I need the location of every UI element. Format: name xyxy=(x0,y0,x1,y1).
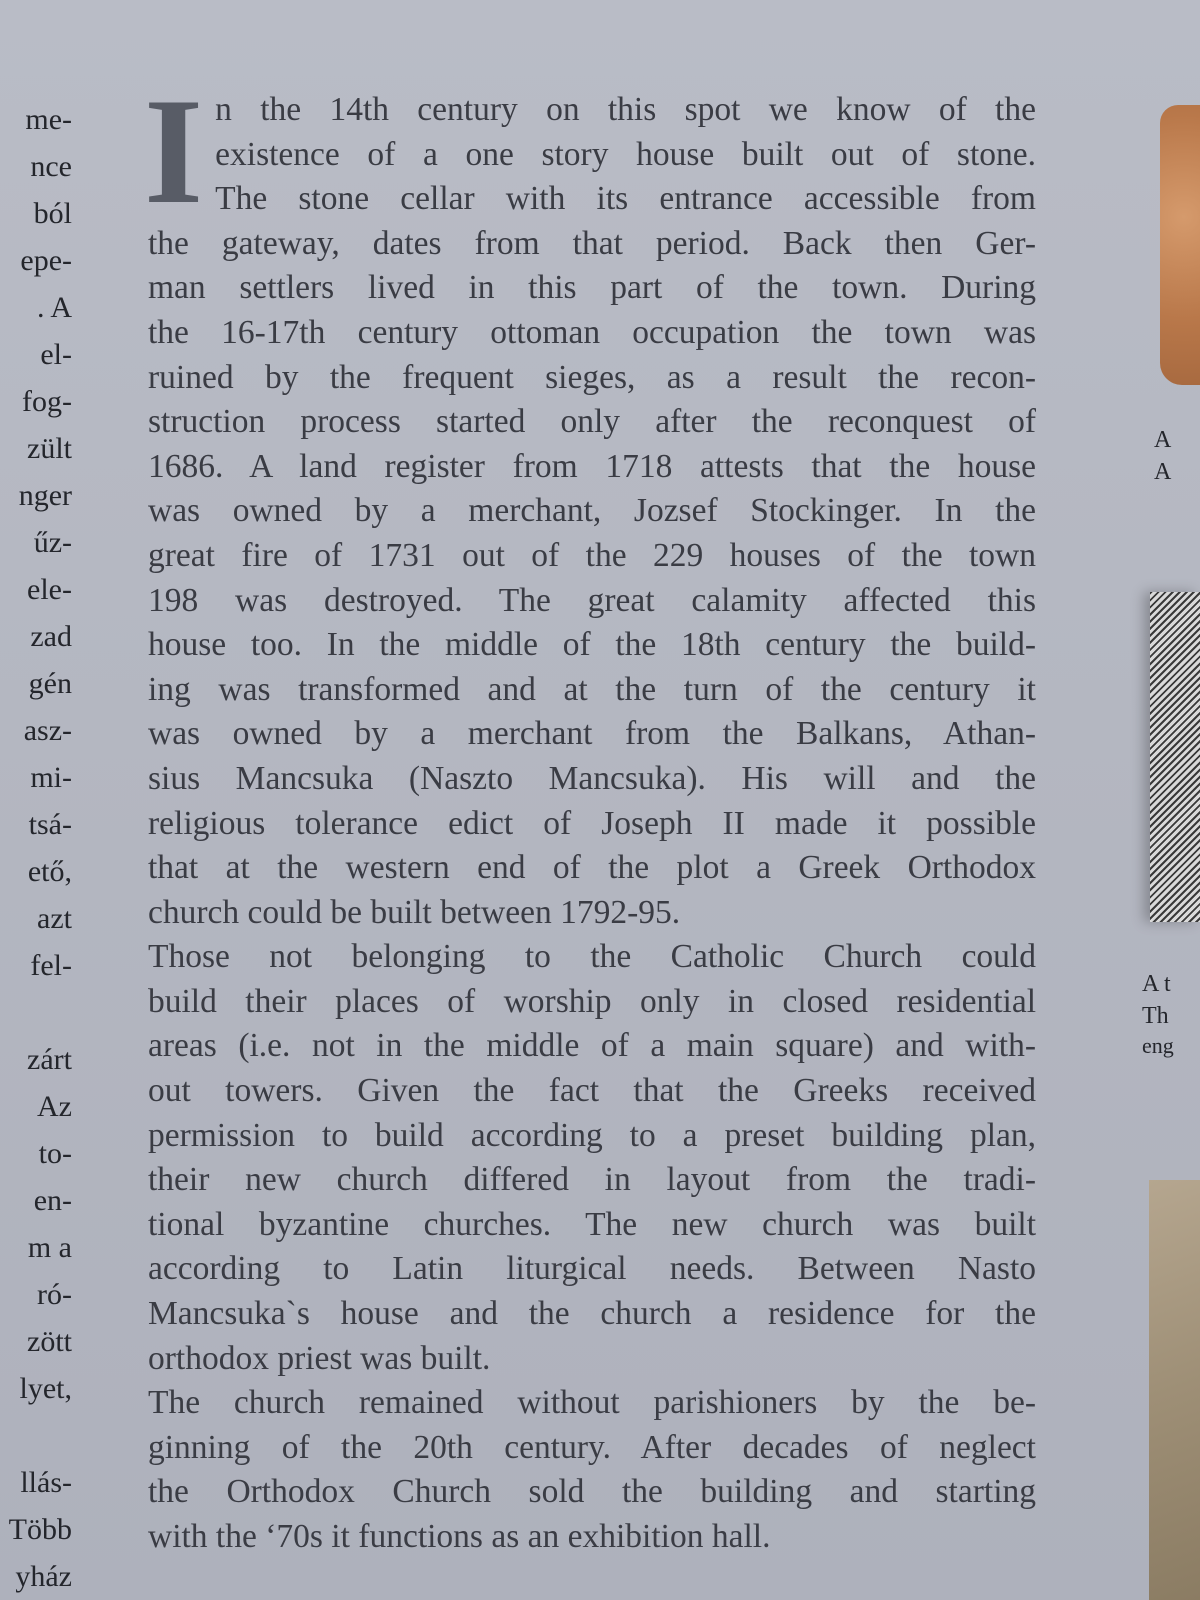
caption-eng: eng xyxy=(1142,1033,1174,1058)
left-fragment: gén xyxy=(28,667,72,700)
left-fragment: en- xyxy=(33,1184,72,1217)
text-line: was owned by a merchant from the Balkans, Athan- xyxy=(148,715,1036,753)
text-line: the Orthodox Church sold the building and starting xyxy=(148,1473,1036,1511)
left-fragment: zárt xyxy=(27,1043,72,1076)
text-line: out towers. Given the fact that the Greeks received xyxy=(148,1072,1036,1110)
text-line: church could be built between 1792-95. xyxy=(148,893,681,931)
left-fragment: zött xyxy=(27,1325,72,1358)
left-fragment: el- xyxy=(40,338,72,371)
left-fragment: tsá- xyxy=(28,808,72,841)
text-line: The stone cellar with its entrance accessible from xyxy=(215,180,1036,218)
text-line: The church remained without parishioners by the be- xyxy=(148,1384,1036,1422)
left-fragment: ele- xyxy=(27,573,72,606)
text-line: the 16-17th century ottoman occupation the town was xyxy=(148,313,1036,351)
left-fragment: fog- xyxy=(22,385,72,418)
left-column-fragments xyxy=(0,96,72,1600)
left-fragment: zült xyxy=(27,432,72,465)
text-line: house too. In the middle of the 18th century the build- xyxy=(148,626,1036,664)
left-fragment: to- xyxy=(38,1137,72,1170)
left-fragment: nger xyxy=(18,479,72,512)
text-line: n the 14th century on this spot we know of the xyxy=(215,91,1036,128)
text-line: struction process started only after the reconquest of xyxy=(148,403,1036,441)
text-line: the gateway, dates from that period. Back then Ger- xyxy=(148,224,1036,262)
caption-th: Th xyxy=(1142,1003,1169,1029)
left-fragment: mi- xyxy=(30,761,72,794)
left-fragment: . A xyxy=(36,291,72,324)
left-fragment: fel- xyxy=(30,949,72,982)
text-line: 1686. A land register from 1718 attests that the house xyxy=(148,447,1036,485)
left-fragment: ető, xyxy=(27,855,72,888)
text-line: build their places of worship only in closed residential xyxy=(148,982,1036,1020)
text-line: permission to build according to a preset building plan, xyxy=(148,1116,1036,1154)
text-line: their new church differed in layout from the tradi- xyxy=(148,1161,1036,1199)
drop-cap: I xyxy=(144,67,204,235)
text-line: 198 was destroyed. The great calamity affected this xyxy=(148,581,1036,619)
text-line: Those not belonging to the Catholic Church could xyxy=(148,938,1036,976)
left-fragment: zad xyxy=(30,620,72,653)
left-fragment: Több xyxy=(8,1513,72,1546)
left-fragment xyxy=(0,1412,72,1459)
paragraph-lines xyxy=(148,88,1036,1560)
left-fragment: yház xyxy=(15,1560,72,1593)
text-line: with the ‘70s it functions as an exhibition hall. xyxy=(148,1518,771,1555)
caption-a2: A xyxy=(1154,459,1172,485)
text-line: areas (i.e. not in the middle of a main square) and with- xyxy=(148,1027,1036,1065)
text-line: orthodox priest was built. xyxy=(148,1339,491,1377)
text-line: ginning of the 20th century. After decades of neglect xyxy=(148,1428,1036,1466)
text-line: Mancsuka`s house and the church a residence for the xyxy=(148,1295,1036,1333)
terracotta-photo xyxy=(1160,105,1200,385)
left-fragment xyxy=(0,989,72,1036)
text-line: was owned by a merchant, Jozsef Stockinger. In the xyxy=(148,492,1036,530)
right-edge-strip xyxy=(1130,0,1200,1600)
left-fragment: Az xyxy=(37,1090,72,1123)
text-line: religious tolerance edict of Joseph II made it possible xyxy=(148,804,1036,842)
left-fragment: azt xyxy=(37,902,72,935)
caption-a1: A xyxy=(1154,427,1172,453)
left-fragment: me- xyxy=(25,103,72,136)
left-fragment: llás- xyxy=(20,1466,72,1499)
left-fragment: űz- xyxy=(33,526,72,559)
text-line: that at the western end of the plot a Greek Orthodox xyxy=(148,849,1036,887)
left-fragment: m a xyxy=(27,1231,72,1264)
caption-a3: A t xyxy=(1142,971,1171,997)
text-line: tional byzantine churches. The new church was built xyxy=(148,1205,1036,1243)
left-fragment: asz- xyxy=(23,714,72,747)
text-line: great fire of 1731 out of the 229 houses of the town xyxy=(148,536,1036,574)
left-fragment: ró- xyxy=(37,1278,72,1311)
left-fragment: ból xyxy=(33,197,72,230)
text-line: sius Mancsuka (Naszto Mancsuka). His will and the xyxy=(148,759,1036,797)
text-line: man settlers lived in this part of the town. During xyxy=(148,269,1036,307)
engraving-image xyxy=(1150,592,1200,922)
left-fragment: lyet, xyxy=(19,1372,72,1405)
text-line: ing was transformed and at the turn of the century it xyxy=(148,670,1036,708)
left-fragment: epe- xyxy=(20,244,72,277)
text-line: ruined by the frequent sieges, as a result the recon- xyxy=(148,358,1036,396)
left-fragment: nce xyxy=(30,150,72,183)
text-line: existence of a one story house built out of stone. xyxy=(215,135,1036,173)
text-line: according to Latin liturgical needs. Between Nasto xyxy=(148,1250,1036,1288)
main-text-block xyxy=(144,67,1036,1560)
stone-photo xyxy=(1149,1180,1200,1600)
